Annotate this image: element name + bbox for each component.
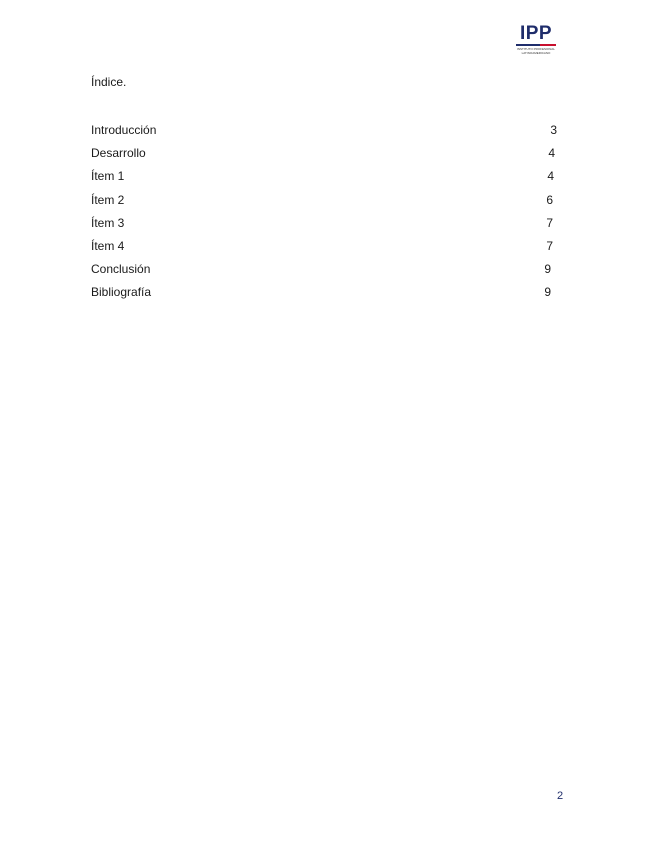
toc-entry-label: Ítem 3	[91, 215, 125, 230]
toc-entry-label: Ítem 1	[91, 169, 125, 184]
logo-text-line2: LATINOAMERICANO	[521, 51, 551, 55]
toc-entry	[91, 216, 557, 239]
toc-entry-page: 9	[544, 285, 551, 300]
logo-text-line1: INSTITUTO PROFESIONAL	[517, 47, 555, 51]
toc-entry	[91, 123, 557, 146]
toc-entry	[91, 193, 557, 216]
toc-entry	[91, 146, 557, 169]
page-number: 2	[557, 790, 564, 802]
toc-entry-label: Ítem 4	[91, 238, 125, 253]
logo-accent-line	[516, 44, 556, 46]
toc-entry-page: 4	[547, 169, 554, 184]
toc-entry-page: 7	[546, 238, 553, 253]
toc-entry-page: 6	[546, 192, 553, 207]
toc-entry-label: Conclusión	[91, 262, 151, 277]
toc-entry	[91, 285, 557, 308]
toc-entry-label: Ítem 2	[91, 192, 125, 207]
toc-entry-label: Introducción	[91, 123, 157, 137]
toc-entry-label: Bibliografía	[91, 285, 152, 300]
toc-entry	[91, 262, 557, 285]
toc-entry-page: 3	[550, 123, 557, 137]
toc-entry	[91, 239, 557, 262]
toc-entry-page: 9	[544, 262, 551, 277]
table-of-contents	[91, 123, 557, 309]
ipp-logo	[513, 24, 559, 58]
logo-mark: IPP	[519, 23, 553, 44]
toc-entry-page: 7	[546, 215, 553, 230]
toc-entry	[91, 169, 557, 192]
toc-entry-label: Desarrollo	[91, 146, 146, 161]
toc-title: Índice.	[91, 75, 127, 89]
toc-entry-page: 4	[548, 146, 555, 161]
